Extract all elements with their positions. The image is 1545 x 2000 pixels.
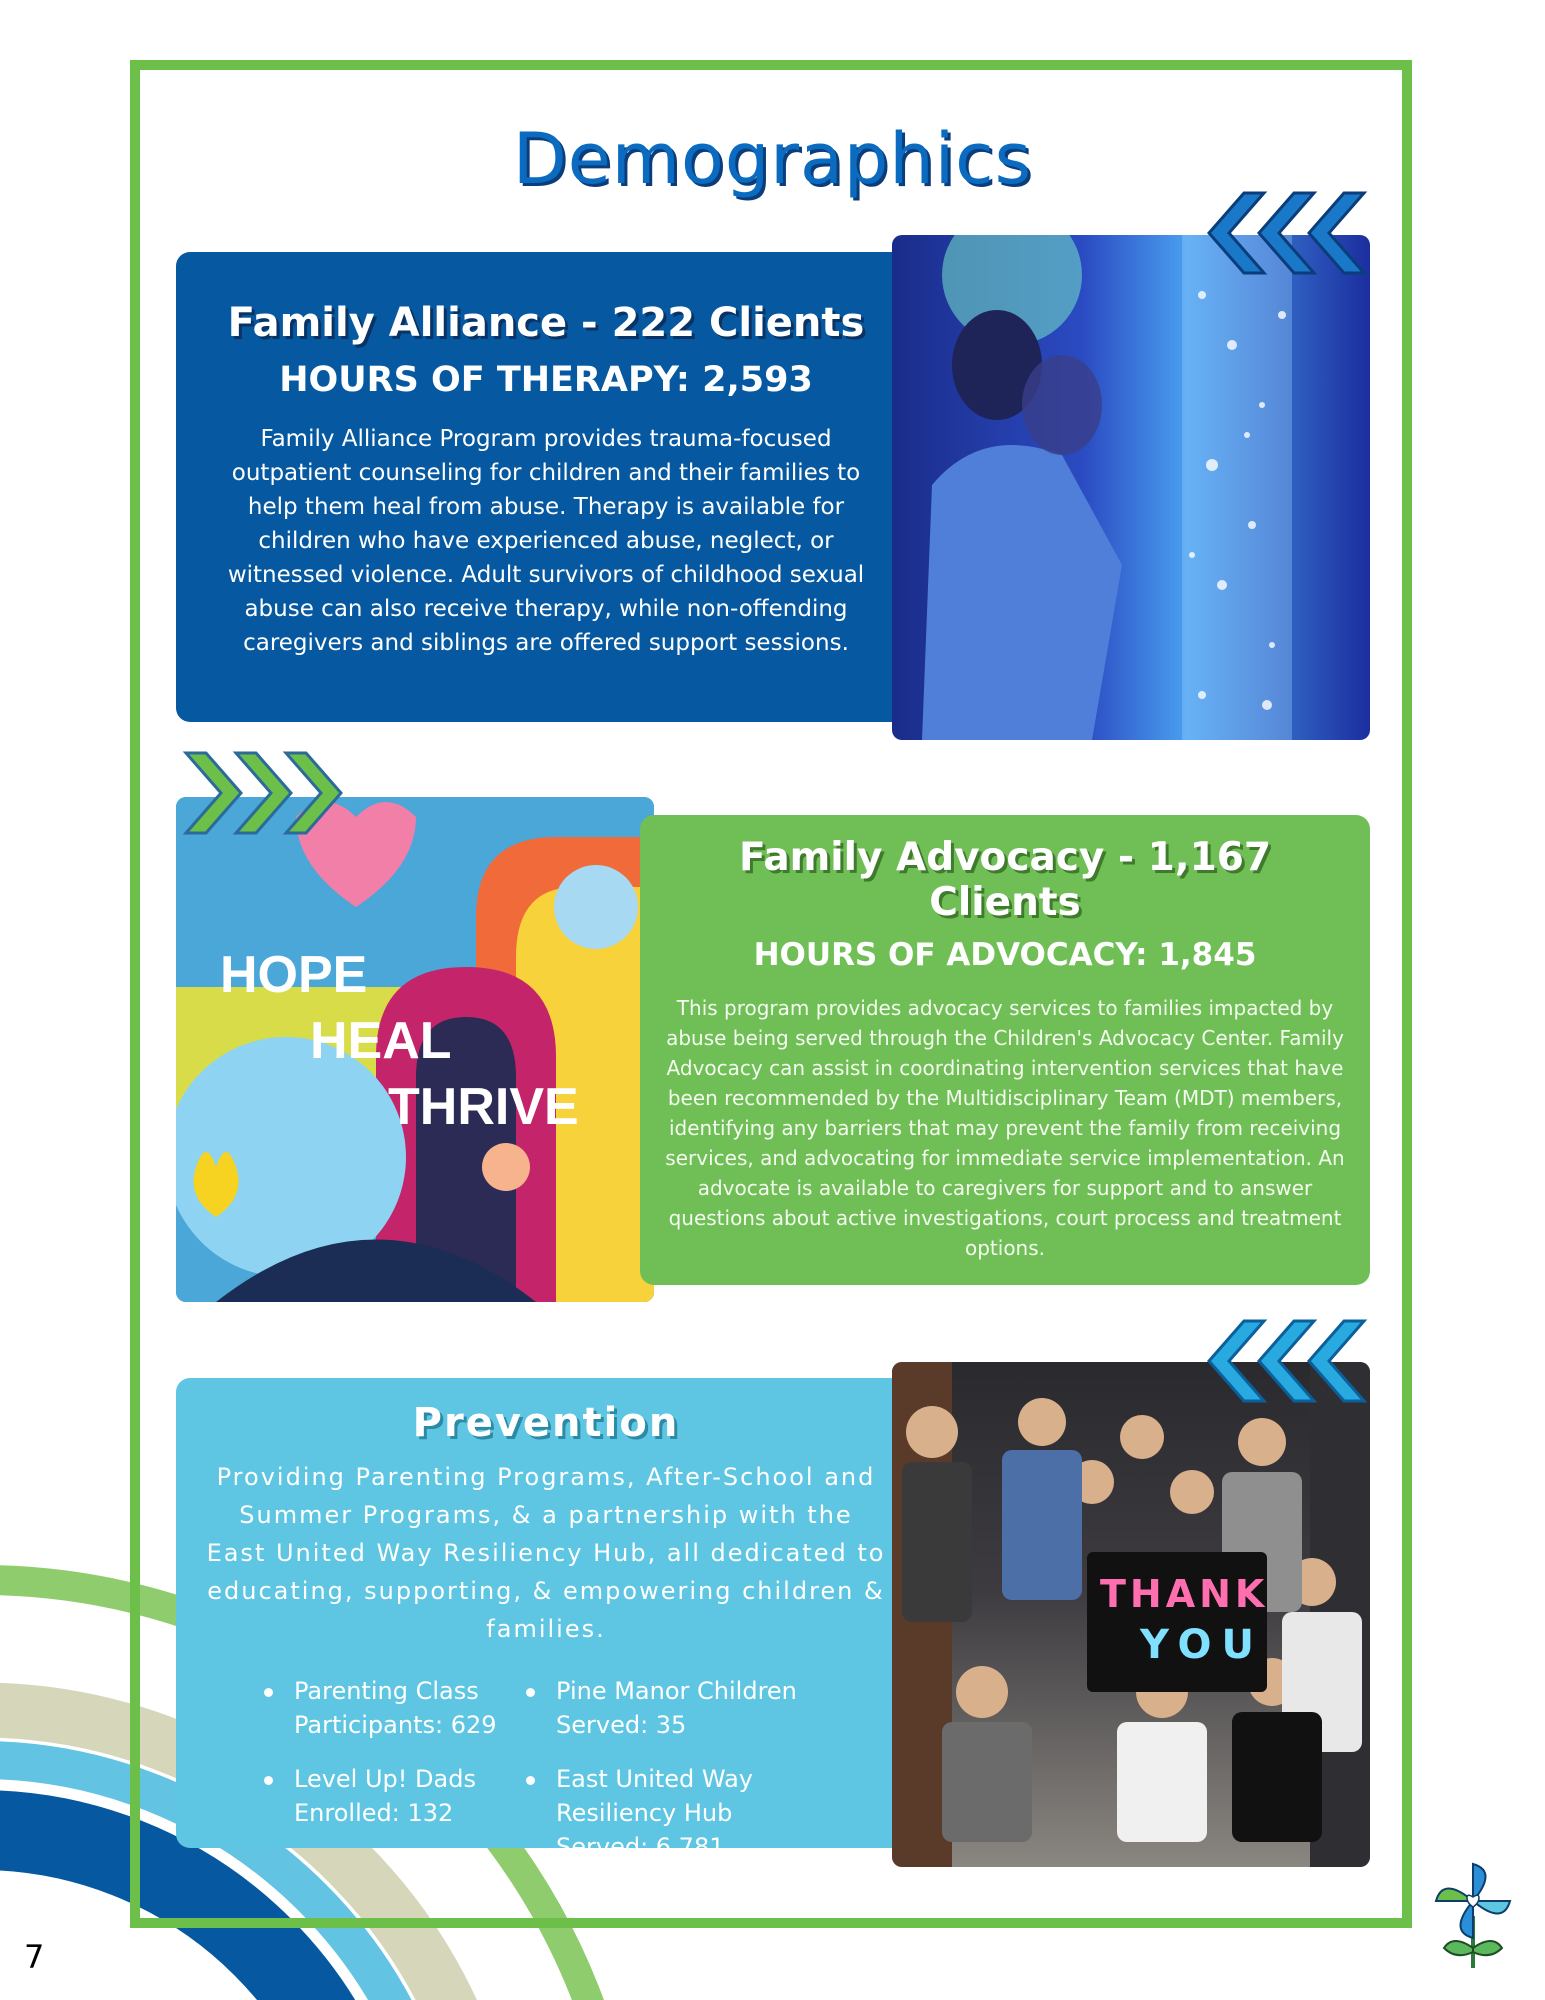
family-alliance-card	[176, 252, 916, 722]
stat-parenting-class: Parenting Class Participants: 629	[264, 1674, 526, 1742]
chevrons-right-icon	[176, 748, 346, 838]
page-number: 7	[24, 1938, 45, 1976]
prevention-card	[176, 1378, 916, 1861]
advocacy-hours: HOURS OF ADVOCACY: 1,845	[753, 937, 1257, 973]
family-alliance-heading: Family Alliance - 222 Clients	[227, 300, 865, 346]
thank-you-sign-line1: THANK	[1100, 1572, 1269, 1616]
pinwheel-flower-logo-icon	[1428, 1856, 1518, 1976]
children-bubble-tube-photo	[892, 235, 1370, 740]
hope-heal-thrive-artwork	[176, 797, 654, 1302]
family-advocacy-description: This program provides advocacy services to families impacted by abuse being served through the Children's Advocacy Center. Family Advocacy can assist in coordinating intervention services that have been recommended by the Multidisciplinary Team (MDT) members, identifying any barriers that may prevent the family from receiving services, and advocating for immediate service implementation. An advocate is available to caregivers for support and to answer questions about active investigations, court process and treatment options.	[665, 996, 1345, 1260]
stat-pine-manor: Pine Manor Children Served: 35	[526, 1674, 826, 1742]
family-alliance-description: Family Alliance Program provides trauma-focused outpatient counseling for children and their families to help them heal from abuse. Therapy is available for children who have experienced abuse, neglect, or witnessed violence. Adult survivors of childhood sexual abuse can also receive therapy, while non-offending caregivers and siblings are offered support sessions.	[227, 426, 865, 656]
art-word-thrive: THRIVE	[388, 1078, 579, 1136]
family-advocacy-card	[640, 815, 1370, 1285]
stat-east-united-way: East United Way Resiliency Hub Served: 6,781	[526, 1762, 826, 1864]
thank-you-sign-line2: YOU	[1140, 1622, 1265, 1668]
prevention-heading: Prevention	[412, 1400, 680, 1446]
prevention-stats-list	[264, 1674, 886, 1864]
children-thank-you-photo	[892, 1362, 1370, 1867]
therapy-hours: HOURS OF THERAPY: 2,593	[279, 360, 813, 400]
prevention-description: Providing Parenting Programs, After-School and Summer Programs, & a partnership with the East United Way Resiliency Hub, all dedicated to educating, supporting, & empowering children & families.	[206, 1463, 886, 1643]
family-advocacy-heading: Family Advocacy - 1,167 Clients	[738, 835, 1272, 925]
art-word-hope: HOPE	[220, 946, 368, 1004]
stat-level-up-dads: Level Up! Dads Enrolled: 132	[264, 1762, 526, 1864]
art-word-heal: HEAL	[310, 1012, 452, 1070]
chevrons-left-icon-bottom	[1204, 1316, 1374, 1406]
chevrons-left-icon	[1204, 188, 1374, 278]
page-title: Demographics	[512, 118, 1033, 200]
